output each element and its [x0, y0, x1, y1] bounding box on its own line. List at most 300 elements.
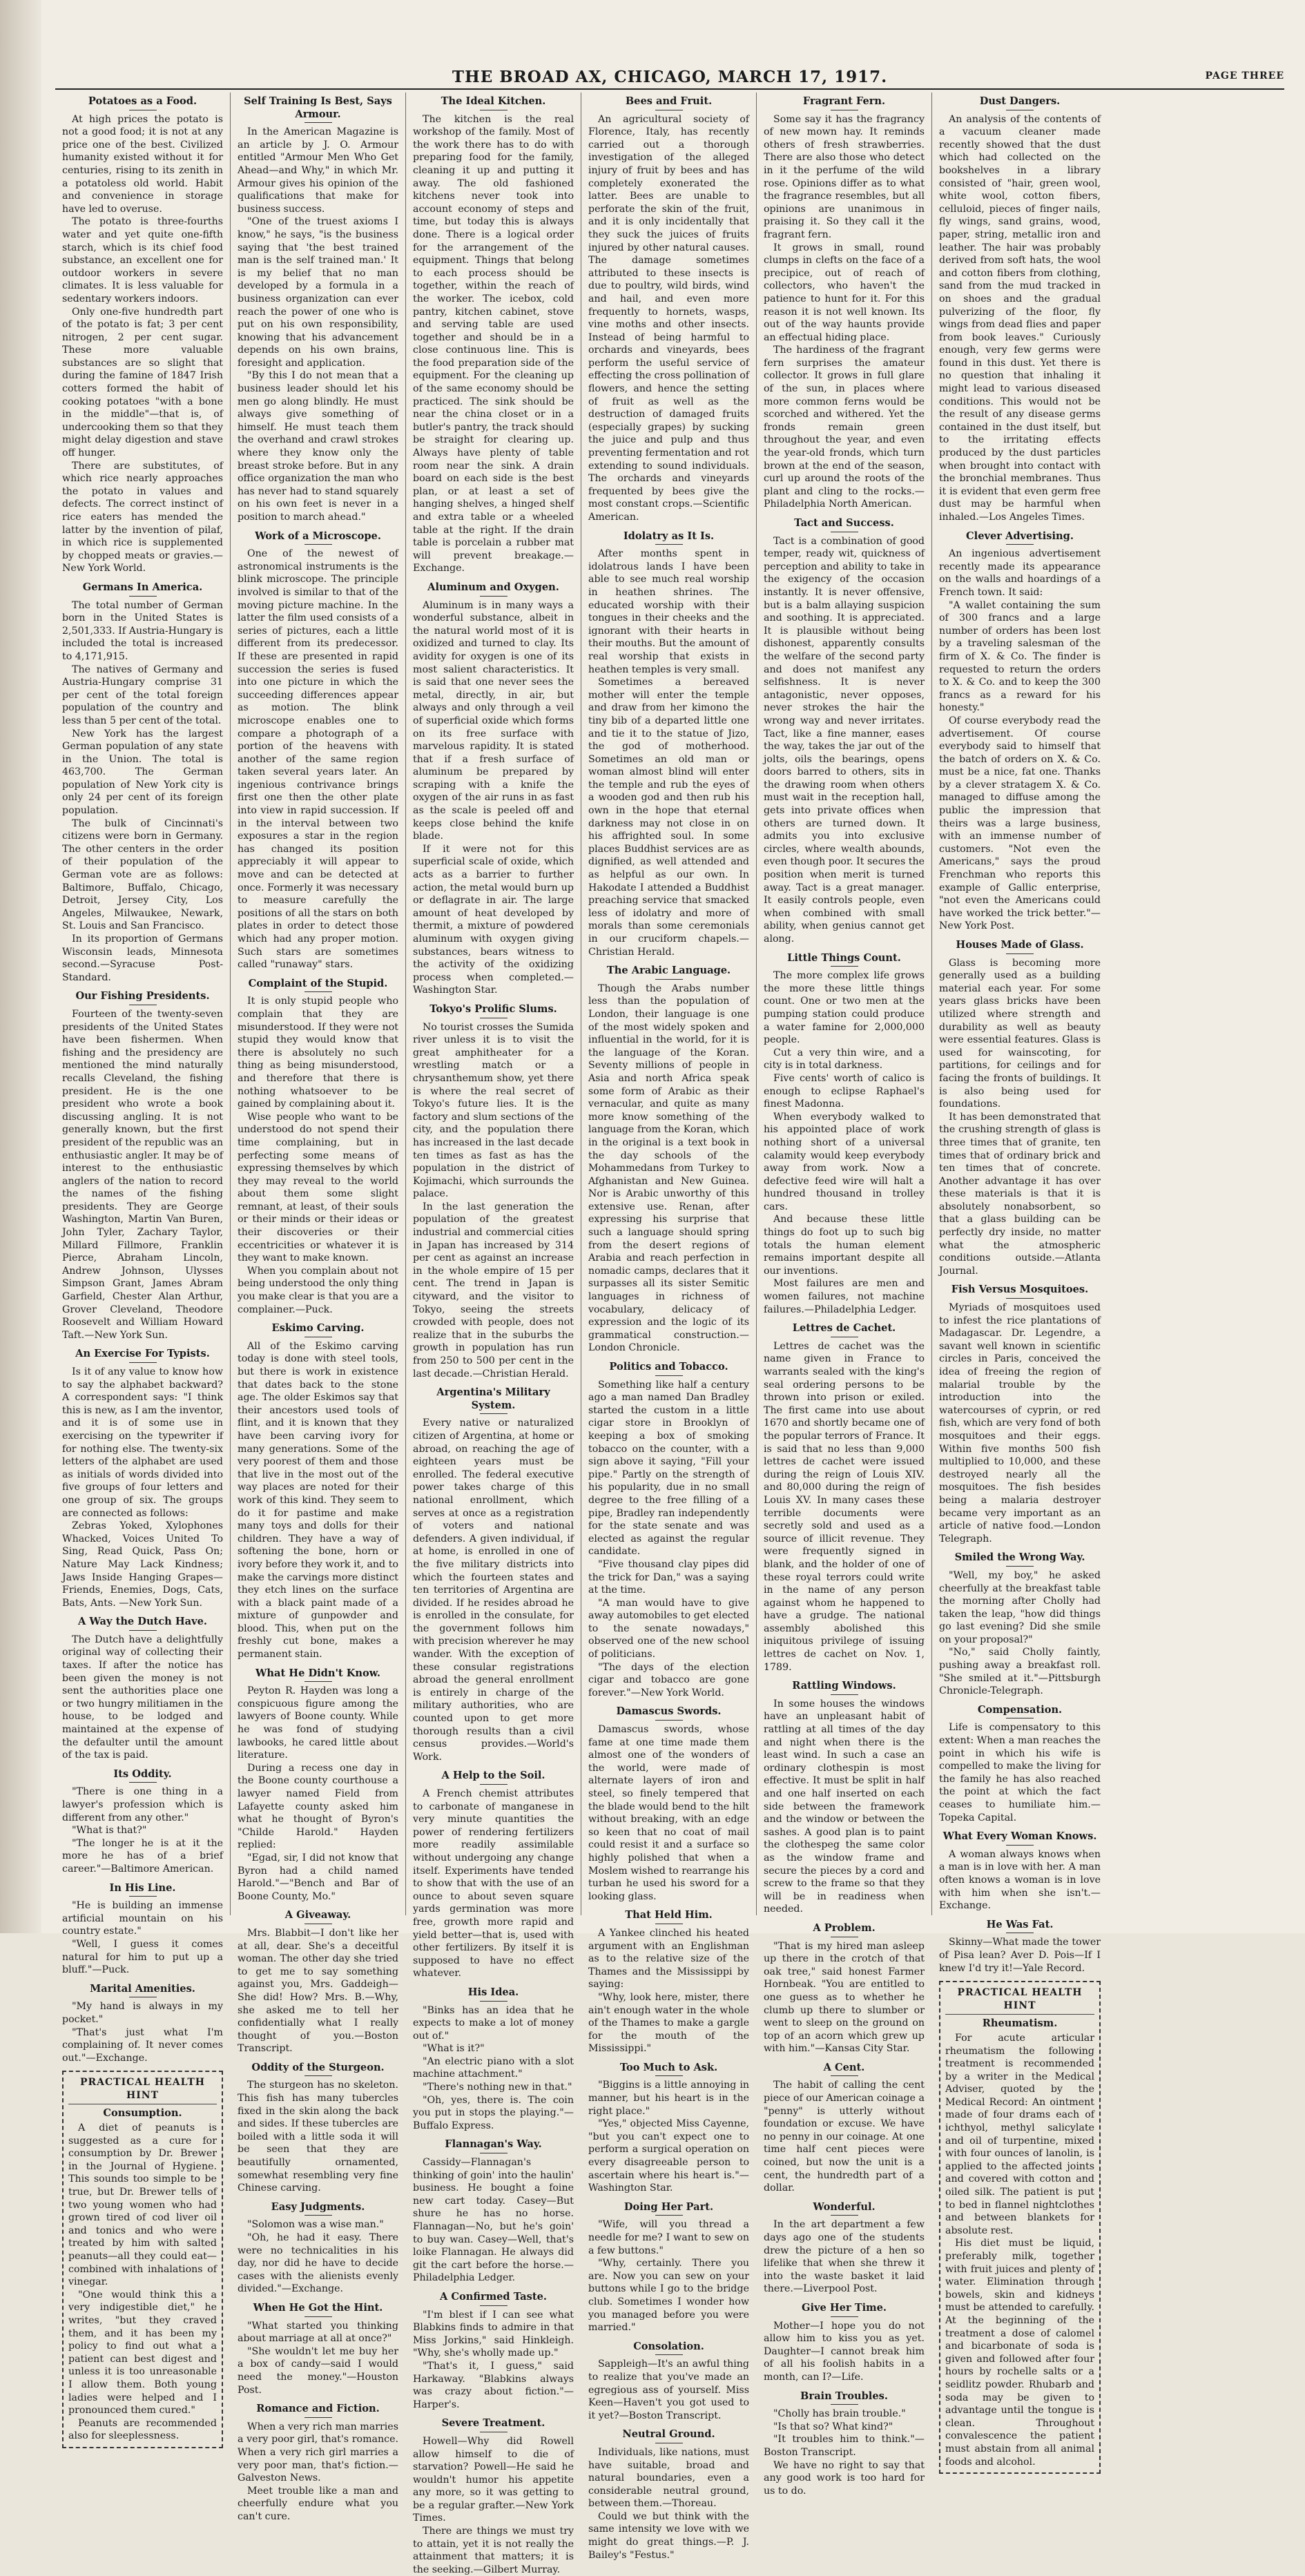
article: [62, 1882, 223, 1977]
article-headline: Compensation.: [977, 1703, 1063, 1716]
article-headline: Aluminum and Oxygen.: [427, 581, 559, 593]
column-2: [231, 93, 406, 2522]
news-columns: [55, 93, 1284, 2575]
article-paragraph: There are things we must try to attain, yet it is not really the attainment that matters; it is the seeking.—Gilbert Murray.: [413, 2526, 574, 2575]
article-paragraph: An analysis of the contents of a vacuum cleaner made recently showed that the dust which had collected on the bookshelves in a library consisted of "hair, green wool, white wool, cotton fibers, celluloid, pieces of finger nails, fly wings, sand grains, wood, paper, string, metallic iron and leather. The hair was probably derived from soft hats, the wool and cotton fibers from clothing, sand from the mud tracked in on shoes and the gradual pulverizing of the floor, fly wings from dead flies and paper from book leaves." Curiously enough, very few germs were found in this dust. Yet there is no question that inhaling it might lead to various diseased conditions. This would not be the result of any disease germs contained in the dust itself, but to the irritating effects produced by the dust particles when brought into contact with the bronchial membranes. Thus it is evident that even germ free dust may be harmful when inhaled.—Los Angeles Times.: [939, 113, 1101, 523]
article-headline: Politics and Tobacco.: [609, 1361, 728, 1373]
article-body: [238, 1340, 398, 1661]
article-paragraph: Five cents' worth of calico is enough to eclipse Raphael's finest Madonna.: [764, 1072, 925, 1110]
article-paragraph: The Dutch have a delightfully original way of collecting their taxes. If after the notice has been given the money is not sent the authorities place one or two hungry militiamen in the house, to be lodged and maintained at the expense of the defaulter until the amount of the tax is paid.: [62, 1634, 223, 1761]
article-paragraph: In its proportion of Germans Wisconsin leads, Minnesota second.—Syracuse Post-Standard.: [62, 933, 223, 983]
article: [413, 95, 574, 575]
article-headline: Doing Her Part.: [624, 2200, 714, 2213]
article-paragraph: "No," said Cholly faintly, pushing away a breakfast roll. "She smiled at it."—Pittsburgh Chronicle-Telegraph.: [939, 1647, 1101, 1697]
column-5: [757, 93, 932, 2497]
article-body: [413, 1021, 574, 1381]
article: [588, 1705, 749, 1903]
article-headline: Houses Made of Glass.: [956, 939, 1084, 951]
headline-rule: [129, 1782, 157, 1783]
article-body: [764, 969, 925, 1316]
article: [764, 1922, 925, 2055]
article-headline: Clever Advertising.: [966, 530, 1074, 542]
article: [588, 1361, 749, 1699]
article-body: [62, 1899, 223, 1977]
article-paragraph: All of the Eskimo carving today is done with steel tools, but there is work in existence that dates back to the stone age. The older Eskimos say that their ancestors used tools of flint, and it is known that they have been carving ivory for many generations. Some of the very poorest of them and those that live in the most out of the way places are noted for their work of this kind. They seem to do it for pastime and make many toys and dolls for their children. They have a way of softening the bone, horn or ivory before they work it, and to make the carvings more distinct they etch lines on the surface with a black paint made of a mixture of gunpowder and blood. This, when put on the freshly cut bone, makes a permanent stain.: [238, 1340, 398, 1660]
article-paragraph: "What started you thinking about marriage at all at once?": [238, 2320, 398, 2345]
article-headline: What Every Woman Knows.: [942, 1830, 1097, 1843]
article-body: [588, 2079, 749, 2194]
article-body: [764, 1698, 925, 1916]
article-paragraph: Wise people who want to be understood do not spend their time complaining, but in perfecting some means of expressing themselves by which they may reveal to the world about them some slight remnant, at least, of their souls or their minds or their ideas or their discoveries or their eccentricities or whatever it is they want to make known.: [238, 1111, 398, 1264]
article-body: [939, 1936, 1101, 1975]
article-paragraph: Some say it has the fragrancy of new mown hay. It reminds others of fresh strawberries. There are also those who detect in it the perfume of the wild rose. Opinions differ as to what the fragrance resembles, but all opinions are unanimous in praising it. So they call it the fragrant fern.: [764, 113, 925, 240]
article-paragraph: Cut a very thin wire, and a city is in total darkness.: [764, 1047, 925, 1072]
article-headline: A Way the Dutch Have.: [78, 1616, 207, 1628]
article: [764, 517, 925, 946]
article-body: [238, 2218, 398, 2296]
article-body: [413, 1788, 574, 1980]
article-paragraph: The habit of calling the cent piece of our American coinage a "penny" is utterly without foundation or excuse. We have no penny in our coinage. At one time half cent pieces were coined, but now the unit is a cent, the hundredth part of a dollar.: [764, 2080, 925, 2194]
column-4: [581, 93, 757, 2561]
article-headline: Oddity of the Sturgeon.: [251, 2061, 385, 2073]
article: [238, 2403, 398, 2523]
article-body: [939, 113, 1101, 524]
headline-rule: [655, 2215, 683, 2216]
article-paragraph: His diet must be liquid, preferably milk, together with fruit juices and plenty of water. Elimination through bowels, skin and kidneys must be attended to carefully. At the beginning of the treatment a dose of calomel and bicarbonate of soda is given and followed after four hours by rochelle salts or a seidlitz powder. Rhubarb and soda may be given to advantage until the tongue is clean. Throughout convalescence the patient must abstain from all animal foods and alcohol.: [945, 2238, 1094, 2468]
article-headline: Complaint of the Stupid.: [248, 977, 388, 989]
article-paragraph: Cassidy—Flannagan's thinking of goin' into the haulin' business. He bought a foine new cart today. Casey—But shure he has no horse. Flannagan—No, but he's goin' to buy wan. Casey—Well, that's loike Flannagan. He always did git the cart before the horse.—Philadelphia Ledger.: [413, 2157, 574, 2284]
article-headline: A Cent.: [823, 2061, 865, 2073]
headline-rule: [831, 2404, 858, 2405]
article: [764, 1322, 925, 1674]
article-paragraph: We have no right to say that any good work is too hard for us to do.: [764, 2459, 925, 2497]
article-paragraph: "He is building an immense artificial mountain on his country estate.": [62, 1900, 223, 1937]
article: [413, 1003, 574, 1380]
article-paragraph: Something like half a century ago a man named Dan Bradley started the custom in a little cigar store in Brooklyn of keeping a box of smoking tobacco on the counter, with a sign above it saying, "Fill your pipe." Partly on the strength of his popularity, due in no small degree to the free filling of a pipe, Bradley ran independently for the state senate and was elected as against the regular candidate.: [588, 1379, 749, 1558]
health-hint-headline: Consumption.: [103, 2107, 182, 2120]
article: [238, 1909, 398, 2055]
article-paragraph: No tourist crosses the Sumida river unless it is to visit the great amphitheater for a wrestling match or a chrysanthemum show, yet there is where the real secret of Tokyo's future lies. It is the factory and slum sections of the city, and the population there has increased in the last decade ten times as fast as has the population in the district of Kojimachi, which surrounds the palace.: [413, 1021, 574, 1200]
article-paragraph: Zebras Yoked, Xylophones Whacked, Voices United To Sing, Read Quick, Pass On; Nature May Lack Kindness; Jaws Inside Hanging Grapes—Friends, Enemies, Dogs, Cats, Bats, Ants. —New York Sun.: [62, 1520, 223, 1609]
health-hint-headline: Rheumatism.: [982, 2017, 1058, 2030]
article-headline: The Arabic Language.: [606, 965, 731, 977]
headline-rule: [480, 596, 508, 597]
article-headline: Argentina's Military System.: [436, 1386, 550, 1411]
article-headline: A Problem.: [813, 1921, 876, 1934]
headline-rule: [304, 2316, 332, 2317]
article-headline: Potatoes as a Food.: [88, 95, 197, 107]
article-paragraph: "That is my hired man asleep up there in the crotch of that oak tree," said honest Farmer Hornbeak. "You are entitled to one guess as to whether he clumb up there to slumber or went to sleep on the ground on top of an acorn which grew up with him."—Kansas City Star.: [764, 1940, 925, 2055]
article-paragraph: "There is one thing in a lawyer's profession which is different from any other.": [62, 1786, 223, 1823]
article-headline: Its Oddity.: [113, 1768, 172, 1780]
health-hint-body: [945, 2032, 1094, 2468]
article-headline: Wonderful.: [813, 2200, 876, 2213]
headline-rule: [304, 122, 332, 123]
article-paragraph: The hardiness of the fragrant fern surprises the amateur collector. It grows in full glare of the sun, in places where more common ferns would be scorched and withered. Yet the fronds remain green throughout the year, and even the year-old fronds, which turn brown at the end of the season, curl up around the roots of the plant and cling to the rocks.—Philadelphia North American.: [764, 345, 925, 510]
article-body: [939, 548, 1101, 933]
article-headline: Flannagan's Way.: [445, 2138, 542, 2151]
article-headline: A Confirmed Taste.: [440, 2290, 547, 2303]
article-body: [238, 1685, 398, 1903]
article-body: [939, 1301, 1101, 1545]
headline-rule: [831, 1694, 858, 1695]
article-headline: Rattling Windows.: [792, 1680, 896, 1692]
article-paragraph: When everybody walked to his appointed place of work nothing short of a universal calamity would keep everybody away from work. Now a defective feed wire will halt a hundred thousand in trolley cars.: [764, 1111, 925, 1212]
article-paragraph: The total number of German born in the United States is 2,501,333. If Austria-Hungary is included the total is increased to 4,171,915.: [62, 599, 223, 662]
health-hint-box: [62, 2071, 223, 2448]
headline-rule: [831, 2075, 858, 2076]
article-paragraph: "Well, my boy," he asked cheerfully at the breakfast table the morning after Cholly had taken the leap, "how did things go last evening? Did she smile on your proposal?": [939, 1569, 1101, 1645]
article: [939, 1551, 1101, 1698]
article-headline: Too Much to Ask.: [619, 2061, 718, 2073]
article-paragraph: Meet trouble like a man and cheerfully endure what you can't cure.: [238, 2485, 398, 2522]
article-paragraph: Could we but think with the same intensity we love with we might do great things.—P. J. Bailey's "Festus.": [588, 2510, 749, 2561]
article-body: [764, 2320, 925, 2384]
article: [764, 2062, 925, 2195]
article-headline: In His Line.: [109, 1881, 176, 1894]
article-headline: Fish Versus Mosquitoes.: [951, 1284, 1089, 1296]
article-body: [588, 2358, 749, 2422]
article-body: [238, 995, 398, 1316]
headline-rule: [1006, 953, 1034, 954]
headline-rule: [480, 2001, 508, 2002]
article-body: [62, 599, 223, 985]
headline-rule: [1006, 544, 1034, 545]
article: [413, 1986, 574, 2133]
article: [238, 978, 398, 1316]
article: [62, 1348, 223, 1609]
article-headline: The Ideal Kitchen.: [441, 95, 546, 107]
article: [588, 2201, 749, 2334]
article-headline: Consolation.: [633, 2340, 704, 2352]
article: [238, 1322, 398, 1660]
article-paragraph: An ingenious advertisement recently made its appearance on the walls and hoardings of a French town. It said:: [939, 548, 1101, 598]
headline-rule: [480, 2305, 508, 2306]
article-headline: Give Her Time.: [802, 2301, 887, 2314]
article-headline: Easy Judgments.: [271, 2200, 365, 2213]
article-paragraph: During a recess one day in the Boone county courthouse a lawyer named Field from Lafayette county asked him what he thought of Byron's "Childe Harold." Hayden replied:: [238, 1762, 398, 1851]
article: [413, 581, 574, 997]
article-paragraph: "Well, I guess it comes natural for him to put up a bluff."—Puck.: [62, 1938, 223, 1976]
article-paragraph: One of the newest of astronomical instruments is the blink microscope. The principle involved is similar to that of the moving picture machine. In the latter the film used consists of a series of pictures, each a little different from its predecessor. If these are presented in rapid succession the series is fused into one picture in which the succeeding differences appear as motion. The blink microscope enables one to compare a photograph of a portion of the heavens with another of the same region taken several years later. An ingenious contrivance brings first one then the other plate into view in rapid succession. If in the interval between two exposures a star in the region has changed its position appreciably it will appear to move and can be detected at once. Formerly it was necessary to measure carefully the positions of all the stars on both plates in order to detect those which had any proper motion. Such stars are sometimes called "runaway" stars.: [238, 548, 398, 971]
article: [588, 530, 749, 959]
article-paragraph: In the last generation the population of the greatest industrial and commercial cities in Japan has increased by 314 per cent as against an increase in the whole empire of 15 per cent. The trend in Japan is cityward, and the visitor to Tokyo, seeing the streets crowded with people, does not realize that in the suburbs the growth in population has run from 250 to 500 per cent in the last decade.—Christian Herald.: [413, 1201, 574, 1379]
headline-rule: [831, 966, 858, 967]
article-paragraph: "Cholly has brain trouble.": [773, 2408, 906, 2420]
article-headline: Work of a Microscope.: [255, 530, 381, 542]
article-headline: Dust Dangers.: [979, 95, 1061, 107]
masthead: [55, 68, 1284, 90]
article: [62, 95, 223, 575]
headline-rule: [304, 1681, 332, 1682]
article-paragraph: "The longer he is at it the more he has of a brief career."—Baltimore American.: [62, 1837, 223, 1875]
article-paragraph: Sappleigh—It's an awful thing to realize that you've made an egregious ass of yourself. Miss Keen—Haven't you got used to it yet?—Boston Transcript.: [588, 2359, 749, 2421]
article-body: [238, 548, 398, 971]
article-paragraph: The potato is three-fourths water and yet quite one-fifth starch, which is its chief food substance, an excellent one for outdoor workers in severe climates. It is less valuable for sedentary workers indoors.: [62, 216, 223, 304]
article-paragraph: "What is that?": [72, 1825, 147, 1837]
article-headline: Self Training Is Best, Says Armour.: [244, 95, 392, 120]
article-paragraph: Mrs. Blabbit—I don't like her at all, dear. She's a deceitful woman. The other day she tried to get me to say something against you, Mrs. Gaddeigh—She did! How? Mrs. B.—Why, she asked me to tell her confidentially what I really thought of you.—Boston Transcript.: [238, 1927, 398, 2055]
article: [939, 939, 1101, 1277]
article-paragraph: "Biggins is a little annoying in manner, but his heart is in the right place.": [588, 2080, 749, 2117]
article-paragraph: For acute articular rheumatism the following treatment is recommended by a writer in the Medical Adviser, quoted by the Medical Record: An ointment made of four drams each of ichthyol, methyl salicylate and oil of turpentine, mixed with four ounces of lanolin, is applied to the affected joints and covered with cotton and oiled silk. The patient is put to bed in flannel nightclothes and between blankets for absolute rest.: [945, 2032, 1094, 2236]
article-paragraph: Every native or naturalized citizen of Argentina, at home or abroad, on reaching the age of eighteen years must be enrolled. The federal executive power takes charge of this national enrollment, which serves at once as a registration of voters and national defenders. A given individual, if at home, is enrolled in one of the five military districts into which the fourteen states and ten territories of Argentina are divided. If he resides abroad he is enrolled in the consulate, for the government follows him with precision wherever he may wander. With the exception of these consular registrations abroad the general enrollment is entirely in charge of the military authorities, who are counted upon to get more thorough results than a civil census provides.—World's Work.: [413, 1417, 574, 1763]
headline-rule: [1006, 1298, 1034, 1299]
article-paragraph: There are substitutes, of which rice nearly approaches the potato in values and defects. The correct instinct of rice eaters has mended the latter by the invention of pilaf, in which rice is supplemented by chopped meats or gravies.—New York World.: [62, 460, 223, 574]
article-paragraph: Of course everybody read the advertisement. Of course everybody said to himself that the batch of orders on X. & Co. must be a nice, fat one. Thanks by a clever stratagem X. & Co. managed to diffuse among the public the impression that theirs was a large business, with an immense number of customers. "Not even the Americans," says the proud Frenchman who reports this example of Gallic enterprise, "not even the Americans could have worked the trick better."—New York Post.: [939, 715, 1101, 932]
health-hint-body: [68, 2122, 217, 2443]
headline-rule: [129, 1896, 157, 1897]
article-body: [62, 1634, 223, 1762]
article-paragraph: Fourteen of the twenty-seven presidents of the United States have been fishermen. When fishing and the presidency are mentioned the mind naturally recalls Cleveland, the fishing president. He is the one president who wrote a book discussing angling. It is not generally known, but the first president of the republic was an enthusiastic angler. It may be of interest to the enthusiastic anglers of the nation to record the names of the fishing presidents. They are George Washington, Martin Van Buren, John Tyler, Zachary Taylor, Millard Fillmore, Franklin Pierce, Abraham Lincoln, Andrew Johnson, Ulysses Simpson Grant, James Abram Garfield, Chester Alan Arthur, Grover Cleveland, Theodore Roosevelt and William Howard Taft.—New York Sun.: [62, 1008, 223, 1341]
article-body: [764, 2408, 925, 2497]
article-headline: An Exercise For Typists.: [75, 1348, 210, 1360]
article-headline: Marital Amenities.: [90, 1982, 195, 1995]
headline-rule: [480, 1413, 508, 1414]
article-paragraph: "I'm blest if I can see what Blabkins finds to admire in that Miss Jorkins," said Hinkleigh. "Why, she's wholly made up.": [413, 2309, 574, 2359]
article: [939, 1284, 1101, 1545]
article-paragraph: Life is compensatory to this extent: When a man reaches the point in which his wife is compelled to make the living for the family he has also reached the point at which the fact ceases to humiliate him.—Topeka Capital.: [939, 1722, 1101, 1823]
article-body: [588, 113, 749, 524]
article: [413, 2417, 574, 2576]
health-hint-title: PRACTICAL HEALTH HINT: [68, 2076, 217, 2104]
article-paragraph: "What is it?": [423, 2043, 485, 2055]
article: [413, 2138, 574, 2285]
headline-rule: [129, 596, 157, 597]
article-headline: Romance and Fiction.: [256, 2403, 380, 2415]
article-paragraph: The natives of Germany and Austria-Hungary comprise 31 per cent of the total foreign population of the country and less than 5 per cent of the total.: [62, 664, 223, 726]
article: [413, 1770, 574, 1980]
article-paragraph: "Five thousand clay pipes did the trick for Dan," was a saying at the time.: [588, 1558, 749, 1596]
article-paragraph: It is only stupid people who complain that they are misunderstood. If they were not stupid they would know that there is absolutely no such thing as being misunderstood, and therefore that there is nothing whatsoever to be gained by complaining about it.: [238, 996, 398, 1110]
article-body: [238, 1927, 398, 2055]
article-body: [413, 1417, 574, 1763]
article: [413, 1386, 574, 1763]
article-body: [764, 2079, 925, 2194]
article-body: [413, 113, 574, 575]
article: [588, 1909, 749, 2055]
article-paragraph: "She wouldn't let me buy her a box of candy—said I would need the money."—Houston Post.: [238, 2345, 398, 2396]
article-body: [413, 599, 574, 997]
article-headline: Our Fishing Presidents.: [75, 990, 210, 1003]
article-headline: Lettres de Cachet.: [792, 1322, 896, 1335]
article-body: [62, 1785, 223, 1875]
article: [62, 1616, 223, 1762]
article-paragraph: The bulk of Cincinnati's citizens were born in Germany. The other centers in the order of their population of the German vote are as follows: Baltimore, Buffalo, Chicago, Detroit, Jersey City, Los Angeles, Milwaukee, Newark, St. Louis and San Francisco.: [62, 817, 223, 932]
article: [238, 530, 398, 971]
article-headline: Eskimo Carving.: [271, 1322, 365, 1335]
article-paragraph: Though the Arabs number less than the population of London, their language is one of the most widely spoken and influential in the world, for it is the language of the Koran. Seventy millions of people in Asia and north Africa speak some form of Arabic as their vernacular, and quite as many more know something of the language from the Koran, which in the original is a text book in the day schools of the Mohammedans from Turkey to Afghanistan and New Guinea. Nor is Arabic unworthy of this extensive use. Renan, after expressing his surprise that such a language should spring from the desert regions of Arabia and reach perfection in nomadic camps, declares that it surpasses all its sister Semitic languages in richness of vocabulary, delicacy of expression and the logic of its grammatical construction.—London Chronicle.: [588, 982, 749, 1354]
article-paragraph: "It troubles him to think."—Boston Transcript.: [764, 2434, 925, 2458]
headline-rule: [655, 2354, 683, 2355]
headline-rule: [304, 991, 332, 992]
article-paragraph: It grows in small, round clumps in clefts on the face of a precipice, out of reach of collectors, who haven't the patience to hunt for it. For this reason it is not well known. Its out of the way haunts provide an effectual hiding place.: [764, 242, 925, 343]
article-paragraph: "A wallet containing the sum of 300 francs and a large number of orders has been lost by a traveling salesman of the firm of X. & Co. The finder is requested to return the orders to X. & Co. and to keep the 300 francs as a reward for his honesty.": [939, 599, 1101, 714]
article-paragraph: "There's nothing new in that.": [423, 2082, 572, 2093]
article-body: [588, 1927, 749, 2055]
article-paragraph: Is it of any value to know how to say the alphabet backward? A correspondent says: "I think this is new, as I am the inventor, and it is of some use in exercising on the typewriter if for nothing else. The twenty-six letters of the alphabet are used as initials of words divided into five groups of four letters and one group of six. The groups are connected as follows:: [62, 1366, 223, 1519]
article-paragraph: Tact is a combination of good temper, ready wit, quickness of perception and ability to take in the exigency of the occasion instantly. It is never offensive, but is a balm allaying suspicion and soothing. It is appreciated. It is plausible without being dishonest, apparently consults the welfare of the second party and does not manifest any selfishness. It is never antagonistic, never opposes, never strokes the hair the wrong way and never irritates. Tact, like a fine manner, eases the way, takes the jar out of the jolts, oils the bearings, opens doors barred to others, sits in the drawing room when others must wait in the reception hall, gets into private offices when others are turned down. It admits you into exclusive circles, where wealth abounds, even though poor. It secures the position when merit is turned away. Tact is a great manager. It easily controls people, even when combined with small ability, when genius cannot get along.: [764, 535, 925, 945]
article-paragraph: Aluminum is in many ways a wonderful substance, albeit in the natural world most of it is oxidized and turned to clay. Its avidity for oxygen is one of its most salient characteristics. It is said that one never sees the metal, directly, in air, but always and only through a veil of superficial oxide which forms on its free surface with marvelous rapidity. It is stated that if a fresh surface of aluminum be prepared by scraping with a knife the oxygen of the air runs in as fast as the scale is peeled off and keeps close behind the knife blade.: [413, 599, 574, 842]
article-body: [238, 2320, 398, 2397]
article-body: [588, 1723, 749, 1903]
article-paragraph: "A man would have to give away automobiles to get elected to the senate nowadays," observed one of the new school of politicians.: [588, 1597, 749, 1660]
article: [588, 2062, 749, 2195]
article: [238, 1667, 398, 1904]
article-body: [939, 1569, 1101, 1698]
article-paragraph: "Wife, will you thread a needle for me? I want to sew on a few buttons.": [588, 2219, 749, 2256]
article-body: [588, 2446, 749, 2562]
article-body: [238, 2421, 398, 2524]
article: [939, 95, 1101, 524]
article: [764, 95, 925, 511]
article-body: [764, 113, 925, 511]
article-paragraph: "That's just what I'm complaining of. It never comes out."—Exchange.: [62, 2026, 223, 2064]
article-paragraph: When you complain about not being understood the only thing you make clear is that you are a complainer.—Puck.: [238, 1265, 398, 1315]
article-paragraph: The kitchen is the real workshop of the family. Most of the work there has to do with preparing food for the family, cleaning it up and putting it away. The old fashioned kitchens never took into account economy of steps and time, but today this is always done. There is a logical order for the arrangement of the equipment. Things that belong to each process should be together, within the reach of the worker. The icebox, cold pantry, kitchen cabinet, stove and serving table are used together and should be in a close continuous line. This is the food preparation side of the equipment. For the cleaning up of the same economy should be practiced. The sink should be near the china closet or in a butler's pantry, the track should be straight for clearing up. Always have plenty of table room near the sink. A drain board on each side is the best plan, or at least a set of hanging shelves, a hinged shelf and extra table or a wheeled table at the right. If the drain table is porcelain a rubber mat will prevent breakage.—Exchange.: [413, 113, 574, 574]
article-body: [238, 2079, 398, 2194]
article: [764, 1680, 925, 1916]
masthead-title: THE BROAD AX, CHICAGO, MARCH 17, 1917.: [452, 68, 888, 86]
article-paragraph: And because these little things do foot up to such big totals the human element remains important despite all our inventions.: [764, 1214, 925, 1277]
article-paragraph: Damascus swords, whose fame at one time made them almost one of the wonders of the world, were made of alternate layers of iron and steel, so finely tempered that the blade would bend to the hilt without breaking, with an edge so keen that no coat of mail could resist it and a surface so highly polished that when a Moslem wished to rearrange his turban he used his sword for a looking glass.: [588, 1724, 749, 1902]
article-paragraph: Individuals, like nations, must have suitable, broad and natural boundaries, even a considerable neutral ground, between them.—Thoreau.: [588, 2446, 749, 2510]
binding-shadow: [0, 0, 41, 1933]
article-paragraph: "Solomon was a wise man.": [247, 2219, 384, 2231]
article-paragraph: "Binks has an idea that he expects to make a lot of money out of.": [413, 2004, 574, 2042]
article-body: [238, 126, 398, 523]
headline-rule: [129, 1630, 157, 1631]
article-paragraph: If it were not for this superficial scale of oxide, which acts as a barrier to further action, the metal would burn up or deflagrate in air. The large amount of heat developed by thermit, a mixture of powdered aluminum with oxygen giving substances, bears witness to the activity of the oxidizing process when completed.—Washington Star.: [413, 843, 574, 996]
article: [62, 990, 223, 1342]
article-paragraph: "Oh, yes, there is. The coin you put in stops the playing."—Buffalo Express.: [413, 2094, 574, 2131]
article-body: [62, 2000, 223, 2064]
article: [939, 1830, 1101, 1912]
article-paragraph: A woman always knows when a man is in love with her. A man often knows a woman is in love with him when she isn't.—Exchange.: [939, 1848, 1101, 1912]
article: [238, 2062, 398, 2195]
article-body: [62, 1366, 223, 1609]
article-body: [939, 1848, 1101, 1912]
article-body: [588, 982, 749, 1355]
page-label: PAGE THREE: [1205, 70, 1284, 81]
article-paragraph: At high prices the potato is not a good food; it is not at any price one of the best. Civilized humanity existed without it for centuries, rising to its zenith in a potatoless old world. Habit and convenience in storage have led to overuse.: [62, 113, 223, 215]
article-paragraph: "Why, certainly. There you are. Now you can sew on your buttons while I go to the bridge club. Sometimes I wonder how you managed before you were married.": [588, 2258, 749, 2334]
headline-rule: [655, 544, 683, 545]
article-paragraph: "Egad, sir, I did not know that Byron had a child named Harold."—"Bench and Bar of Boone County, Mo.": [238, 1852, 398, 1902]
article: [939, 1919, 1101, 1975]
article-paragraph: "My hand is always in my pocket.": [62, 2001, 223, 2025]
headline-rule: [1006, 1566, 1034, 1567]
article-paragraph: "Yes," objected Miss Cayenne, "but you can't expect one to perform a surgical operation on every disagreeable person to ascertain where his heart is."—Washington Star.: [588, 2118, 749, 2194]
column-6: [932, 93, 1108, 2468]
article-paragraph: Most failures are men and women failures, not machine failures.—Philadelphia Ledger.: [764, 1278, 925, 1315]
article-headline: Damascus Swords.: [616, 1705, 722, 1718]
article: [764, 2390, 925, 2498]
article-headline: That Held Him.: [625, 1909, 713, 1921]
article-body: [413, 2004, 574, 2133]
health-hint-title: PRACTICAL HEALTH HINT: [945, 1986, 1094, 2015]
article-paragraph: It has been demonstrated that the crushing strength of glass is three times that of granite, ten times that of ordinary brick and ten times that of concrete. Another advantage it has over these materials is that it is absolutely nonabsorbent, so that a glass building can be perfectly dry inside, no matter what the atmospheric conditions outside.—Atlanta Journal.: [939, 1111, 1101, 1277]
article-paragraph: Peyton R. Hayden was long a conspicuous figure among the lawyers of Boone county. While he was fond of studying lawbooks, he cared little about literature.: [238, 1685, 398, 1761]
article-headline: Bees and Fruit.: [625, 95, 713, 107]
article-body: [939, 1721, 1101, 1824]
headline-rule: [655, 1375, 683, 1376]
headline-rule: [831, 2215, 858, 2216]
headline-rule: [1006, 1845, 1034, 1846]
headline-rule: [480, 1784, 508, 1785]
article-body: [62, 1008, 223, 1342]
article-paragraph: In the art department a few days ago one of the students drew the picture of a hen so lifelike that when she threw it into the waste basket it laid there.—Liverpool Post.: [764, 2219, 925, 2295]
article-paragraph: A French chemist attributes to carbonate of manganese in very minute quantities the power of rendering fertilizers more readily assimilable without undergoing any change itself. Experiments have tended to show that with the use of an ounce to about seven square yards germination was more free, growth more rapid and yield better—that is, used with other fertilizers. By itself it is supposed to have no effect whatever.: [413, 1788, 574, 1979]
headline-rule: [304, 2417, 332, 2418]
article: [588, 95, 749, 524]
article-headline: Germans In America.: [82, 581, 203, 593]
article-headline: His Idea.: [467, 1986, 519, 1998]
article-headline: Neutral Ground.: [622, 2428, 715, 2441]
article-paragraph: "That's it, I guess," said Harkaway. "Blabkins always was crazy about fiction."—Harper's.: [413, 2360, 574, 2410]
article-paragraph: "One of the truest axioms I know," he says, "is the business saying that 'the best trained man is the self trained man.' It is my belief that no man developed by a formula in a business organization can ever reach the power of one who is put on his own responsibility, knowing that his advancement depends on his own brains, foresight and application.: [238, 216, 398, 369]
article-body: [764, 1940, 925, 2055]
article-paragraph: "Is that so? What kind?": [773, 2421, 893, 2432]
article: [62, 1768, 223, 1876]
article-paragraph: Skinny—What made the tower of Pisa lean? Aver D. Pois—If I knew I'd try it!—Yale Record.: [939, 1937, 1101, 1974]
article-paragraph: "Why, look here, mister, there ain't enough water in the whole of the Thames to make a gargle for the mouth of the Mississippi.": [588, 1991, 749, 2055]
article-headline: Little Things Count.: [787, 951, 901, 964]
article: [588, 965, 749, 1355]
article: [238, 2201, 398, 2296]
article-body: [588, 548, 749, 958]
article: [588, 2428, 749, 2562]
article-paragraph: A Yankee clinched his heated argument with an Englishman as to the relative size of the Thames and the Mississippi by saying:: [588, 1927, 749, 1991]
article-paragraph: In the American Magazine is an article by J. O. Armour entitled "Armour Men Who Get Ahead—and Why," in which Mr. Armour gives his opinion of the qualifications that make for business success.: [238, 126, 398, 215]
article: [62, 1983, 223, 2065]
article-paragraph: A diet of peanuts is suggested as a cure for consumption by Dr. Brewer in the Journal of Hygiene. This sounds too simple to be true, but Dr. Brewer tells of two young women who had grown tired of cod liver oil and tonics and who were treated by him with salted peanuts—all they could eat—combined with inhalations of vinegar.: [68, 2122, 217, 2288]
column-1: [55, 93, 231, 2442]
article-paragraph: In some houses the windows have an unpleasant habit of rattling at all times of the day and night when there is the least wind. In such a case an ordinary clothespin is most effective. It must be split in half and one half inserted on each side between the framework and the window or between the sashes. A good plan is to paint the clothespeg the same color as the window frame and secure the pieces by a cord and screw to the frame so that they will be in readiness when needed.: [764, 1698, 925, 1915]
article: [764, 952, 925, 1317]
column-3: [406, 93, 581, 2575]
headline-rule: [655, 1720, 683, 1721]
headline-rule: [129, 1362, 157, 1363]
article-paragraph: When a very rich man marries a very poor girl, that's romance. When a very rich girl marries a very poor man, that's fiction.—Galveston News.: [238, 2421, 398, 2484]
health-hint-box: [939, 1981, 1101, 2474]
article-body: [764, 535, 925, 946]
article-paragraph: Only one-five hundredth part of the potato is fat; 3 per cent nitrogen, 2 per cent sugar. These more valuable substances are so slight that during the famine of 1847 Irish cotters formed the habit of cooking potatoes "with a bone in the middle"—that is, of undercooking them so that they might delay digestion and stave off hunger.: [62, 306, 223, 459]
article-body: [764, 2218, 925, 2296]
article-paragraph: "Oh, he had it easy. There were no technicalities in his day, nor did he have to decide cases with the alienists evenly divided."—Exchange.: [238, 2232, 398, 2295]
article-paragraph: Mother—I hope you do not allow him to kiss you as yet. Daughter—I cannot break him of all his foolish habits in a month, can I?—Life.: [764, 2320, 925, 2383]
article-headline: Idolatry as It Is.: [623, 530, 715, 542]
article-body: [588, 2218, 749, 2334]
article-body: [413, 2156, 574, 2285]
article-paragraph: Myriads of mosquitoes used to infest the rice plantations of Madagascar. Dr. Legendre, a savant well known in scientific circles in Paris, conceived the idea of freeing the region of malarial trouble by the introduction into the watercourses of cyprin, or red fish, which are very fond of both mosquitoes and their eggs. Within five months 500 fish multiplied to 10,000, and these destroyed nearly all the mosquitoes. The fish besides being a malaria destroyer became very important as an article of native food.—London Telegraph.: [939, 1302, 1101, 1544]
article-paragraph: "By this I do not mean that a business leader should let his men go along blindly. He must always give something of himself. He must teach them the overhand and crawl strokes where they know only the breast stroke before. But in any office organization the man who has never had to stand squarely on his own feet is never in a position to march ahead.": [238, 370, 398, 523]
article-headline: Brain Troubles.: [800, 2390, 888, 2402]
article-paragraph: New York has the largest German population of any state in the Union. The total is 463,700. The German population of New York city is only 24 per cent of its foreign population.: [62, 728, 223, 817]
article-headline: What He Didn't Know.: [255, 1667, 380, 1679]
article-paragraph: Peanuts are recommended also for sleeplessness.: [68, 2417, 217, 2442]
article-paragraph: After months spent in idolatrous lands I have been able to see much real worship in heathen shrines. The educated worship with their tongues in their cheeks and the ignorant with their hearts in their mouths. But the amount of real worship that exists in heathen temples is very small.: [588, 548, 749, 675]
article-body: [764, 1340, 925, 1674]
article: [413, 2291, 574, 2411]
article-paragraph: Sometimes a bereaved mother will enter the temple and draw from her kimono the tiny bib of a departed little one and tie it to the statue of Jizo, the god of motherhood. Sometimes an old man or woman almost blind will enter the temple and rub the eyes of a wooden god and then rub his own in the hope that eternal darkness may not close in on his affrighted soul. In some places Buddhist services are as dignified, as well attended and as helpful as our own. In Hakodate I attended a Buddhist preaching service that smacked less of idolatry and more of morals than some ceremonials in our cruciform chapels.—Christian Herald.: [588, 677, 749, 958]
article-headline: He Was Fat.: [986, 1918, 1054, 1930]
article: [939, 1704, 1101, 1824]
article: [764, 2302, 925, 2384]
article-body: [939, 957, 1101, 1278]
article-body: [62, 113, 223, 575]
headline-rule: [304, 2215, 332, 2216]
